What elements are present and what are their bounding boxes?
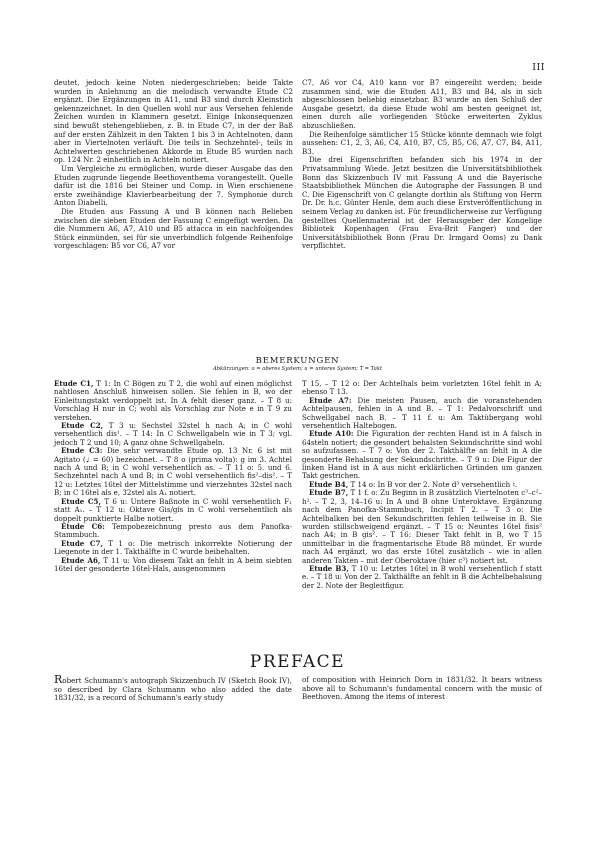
drop-cap: R [54, 673, 63, 686]
note-text: T 1: In C Bögen zu T 2, die wohl auf einen möglichst nahtlosen Anschluß hinweisen sollen. Sie fehlen in B, wo der Einleitungstakt verdoppelt ist. In A fehlt dieser ganz. – T 8 u: Vorschlag H nur in C; wohl als Vorschlag zur Note e in T 9 zu verstehen. [54, 379, 292, 422]
intro-paragraph: deutet, jedoch keine Noten niedergeschrieben; beide Takte wurden in Anlehnung an die melodisch verwandte Etude C2 ergänzt. Die Ergänzungen in A11, und B3 sind durch Kleinstich gekennzeichnet. In den Quellen wohl nur aus Versehen fehlende Zeichen wurden in Klammern gesetzt. Einige Inkonsequenzen sind bewußt stehengeblieben, z. B. in Etude C7, in der der Baß auf der ersten Zählzeit in den Takten 1 bis 3 in Achtelnoten, dann aber in Viertelnoten verläuft. Die teils in Sechzehntel-, teils in Achtelwerten geschriebenen Akkorde in Etude B5 wurden nach op. 124 Nr. 2 einheitlich in Achteln notiert. [54, 78, 293, 165]
preface-heading: PREFACE [249, 652, 346, 672]
note-label: Etude A7: [309, 395, 352, 405]
note-entry [54, 447, 292, 497]
note-label: Etude C7, [61, 538, 103, 548]
note-entry [54, 540, 292, 557]
intro-paragraph: C7, A6 vor C4, A10 kann vor B7 eingereiht werden; beide zusammen sind, wie die Etuden A11, B3 und B4, als in sich abgeschlossen beliebig einsetzbar. B3 wurde an den Schluß der Ausgabe gesetzt, da diese Etude wohl am besten geeignet ist, einen durch alle vorliegenden Stücke erweiterten Zyklus abzuschließen. [302, 78, 542, 130]
note-text: T 15. – T 12 o: Der Achtelhals beim vorletzten 16tel fehlt in A; ebenso T 13. [302, 379, 542, 397]
notes-left-column [54, 380, 292, 573]
note-entry [54, 498, 292, 523]
note-text: Die meisten Pausen, auch die voranstehenden Achtelpausen, fehlen in A und B. – T 1: Pedalvorschrift und Schwellgabel nach B. – T 11 f. u: Am Taktübergang wohl versehentlich Haltebogen. [302, 395, 542, 431]
intro-paragraph: Um Vergleiche zu ermöglichen, wurde dieser Ausgabe das den Etuden zugrunde liegende Beethoventhema vorangestellt. Quelle dafür ist die 1816 bei Steiner und Comp. in Wien erschienene erste zweihändige Klavierbearbeitung der 7. Symphonie durch Anton Diabelli. [54, 163, 293, 208]
abbreviations-line: Abkürzungen: o = oberes System; u = unteres System; T = Takt [212, 366, 383, 372]
note-entry [302, 565, 542, 590]
intro-left-column [54, 79, 293, 251]
note-label: Etude C1, [54, 379, 94, 388]
note-label: Etude B3, [309, 563, 349, 573]
note-entry [54, 557, 292, 574]
intro-right-column [302, 79, 542, 251]
note-label: Etude B4, [309, 479, 349, 489]
note-label: Etude B7, [309, 488, 349, 498]
intro-paragraph: Die Reihenfolge sämtlicher 15 Stücke könnte demnach wie folgt aussehen: C1, 2, 3, A6, C4, A10, B7, C5, B5, C6, A7, C7, B4, A11, B3. [302, 129, 542, 156]
note-entry [54, 380, 292, 422]
preface-left-column [54, 673, 292, 703]
note-label: Etude C6: [61, 521, 105, 531]
preface-paragraph: of composition with Heinrich Dorn in 1831/32. It bears witness above all to Schumann's fundamental concern with the music of Beethoven. Among the items of interest [302, 675, 542, 702]
intro-paragraph: Die drei Eigenschriften befanden sich bis 1974 in der Privatsammlung Wiede. Jetzt besitzen die Universitätsbibliothek Bonn das Skizzenbuch IV mit Fassung A und die Bayerische Staatsbibliothek München die Autographe der Fassungen B und C. Die Eigenschrift von C gelangte dorthin als Stiftung von Herrn Dr. Dr. h.c. Günter Henle, dem auch diese Erstveröffentlichung in seinem Verlag zu danken ist. Für freundlicherweise zur Verfügung gestelltes Quellenmaterial ist der Herausgeber der Kongelige Bibliotek Kopenhagen (Frau Eva-Brit Fanger) und der Universitätsbibliothek Bonn (Frau Dr. Irmgard Ooms) zu Dank verpflichtet. [302, 155, 542, 251]
note-entry [54, 422, 292, 447]
note-entry [302, 380, 542, 397]
preface-paragraph [54, 673, 292, 703]
note-label: Etude C3: [61, 446, 103, 456]
note-text: Die sehr verwandte Etude op. 13 Nr. 6 ist mit Agitato (♩ = 60) bezeichnet. – T 8 o (prima volta): g im 3. Achtel nach A und B; in C wohl versehentlich as. – T 11 o: 5. und 6. Sechzehntel nach A und B; in C wohl versehentlich fis²–dis². – T 12 u: Letztes 16tel der Mittelstimme und vierzehntes 32stel nach B; in C 16tel als e, 32stel als A₁ notiert. [54, 446, 292, 498]
note-entry [302, 430, 542, 480]
note-entry [302, 489, 542, 565]
note-label: Etude C2, [61, 421, 104, 431]
note-text: T 1 f. o: Zu Beginn in B zusätzlich Viertelnoten c³–c²–h². – T 2, 3, 14–16 u: In A und B ohne Unteroktave. Ergänzung nach dem Panofka-Stammbuch, Incipit T 2. – T 3 o: Die Achtelbalken bei den Sekundschritten fehlen teilweise in B. Sie wurden stillschweigend ergänzt. – T 15 o: Neuntes 16tel fisis² nach A4; in B gis². – T 16: Dieser Takt fehlt in B, wo T 15 unmittelbar in die fragmentarische Etude B8 mündet. Er wurde nach A4 ergänzt, wo das erste 16tel zusätzlich – wie in allen anderen Takten – mit der Oberoktave (hier c³) notiert ist. [302, 488, 542, 565]
note-label: Etude A6, [61, 555, 101, 565]
note-text: Tempobezeichnung presto aus dem Panofka-Stammbuch. [54, 521, 292, 540]
note-entry [54, 523, 292, 540]
notes-right-column [302, 380, 542, 590]
preface-text: obert Schumann's autograph Skizzenbuch IV (Sketch Book IV), so described by Clara Schumann who also added the date 1831/32, is a record of Schumann's early study [54, 676, 292, 703]
preface-right-column [302, 676, 542, 702]
note-label: Etude A10: [309, 429, 354, 439]
note-text: T 3 u: Sechstel 32stel h nach A; in C wohl versehentlich dis¹. – T 14: In C Schwellgabeln wie in T 3; vgl. jedoch T 2 und 10; A ganz ohne Schwellgabeln. [54, 421, 292, 447]
note-text: T 11 u: Von diesem Takt an fehlt in A beim siebten 16tel der gesonderte 16tel-Hals, ausgenommen [54, 555, 292, 573]
note-text: T 6 u: Untere Baßnote in C wohl versehentlich F₁ statt A₁. – T 12 u: Oktave Gis/gis in C wohl versehentlich als doppelt punktierte Halbe notiert. [54, 496, 292, 523]
note-text: Die Figuration der rechten Hand ist in A falsch in 64steln notiert; die gesondert behalsten Sekundschritte sind wohl so aufzufassen. – T 7 o: Von der 2. Takthälfte an fehlt in A die gesonderte Behalsung der Sekundschritte. – T 9 u: Die Figur der linken Hand ist in A aus nicht erklärlichen Gründen um ganzen Takt gestrichen. [302, 429, 542, 481]
note-label: Etude C5, [61, 496, 101, 506]
note-entry [302, 397, 542, 431]
intro-paragraph: Die Etuden aus Fassung A und B können nach Belieben zwischen die sieben Etuden der Fassung C eingefügt werden. Da die Nummern A6, A7, A10 und B5 attacca in ein nachfolgendes Stück einmünden, sei für sie unverbindlich folgende Reihenfolge vorgeschlagen: B5 vor C6, A7 vor [54, 206, 293, 251]
note-text: T 1 o: Die metrisch inkorrekte Notierung der Liegenote in der 1. Takthälfte in C wurde beibehalten. [54, 538, 292, 557]
note-text: T 14 o: In B vor der 2. Note d³ versehentlich ♮. [350, 479, 518, 489]
bemerkungen-heading: BEMERKUNGEN [255, 356, 340, 366]
note-text: T 10 u: Letztes 16tel in B wohl versehentlich f statt e. – T 18 u: Von der 2. Takthälfte an fehlt in B die Achtelbehalsung der 2. Note der Begleitfigur. [302, 563, 542, 590]
page-number: III [532, 62, 545, 73]
